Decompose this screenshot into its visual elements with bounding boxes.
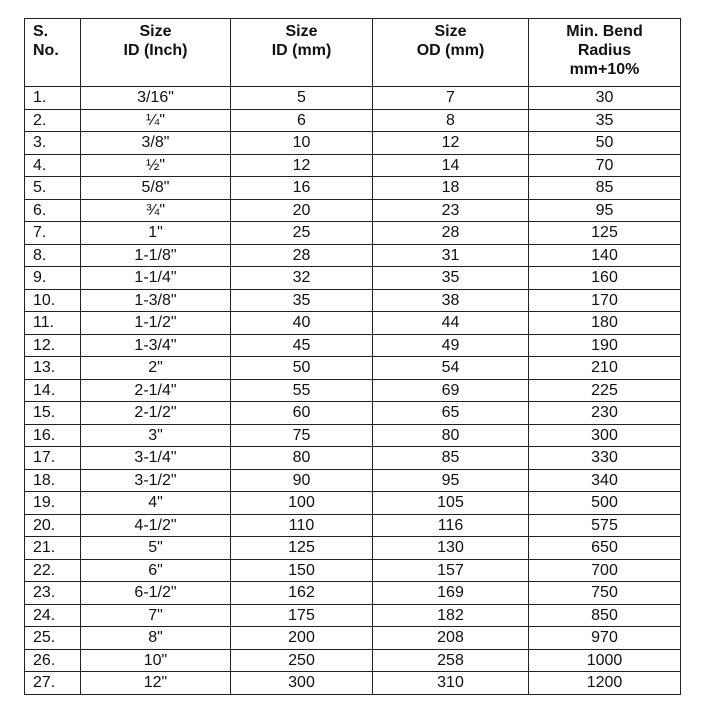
header-row: [25, 19, 681, 87]
cell-serial-number: 21.: [25, 537, 81, 560]
cell-size-id-inch: 4": [81, 492, 231, 515]
table-body: [25, 87, 681, 695]
cell-size-od-mm: 35: [373, 267, 529, 290]
cell-min-bend-radius: 330: [529, 447, 681, 470]
cell-size-id-mm: 60: [231, 402, 373, 425]
cell-min-bend-radius: 850: [529, 604, 681, 627]
cell-size-od-mm: 31: [373, 244, 529, 267]
cell-size-id-inch: 6": [81, 559, 231, 582]
table-row: [25, 672, 681, 695]
cell-size-id-mm: 200: [231, 627, 373, 650]
cell-min-bend-radius: 35: [529, 109, 681, 132]
cell-size-id-inch: 1": [81, 222, 231, 245]
table-row: [25, 177, 681, 200]
cell-size-od-mm: 182: [373, 604, 529, 627]
table-row: [25, 289, 681, 312]
table-row: [25, 267, 681, 290]
header-serial-number: S. No.: [25, 19, 81, 87]
table-row: [25, 469, 681, 492]
cell-size-id-inch: 3/16": [81, 87, 231, 110]
cell-size-id-inch: 3": [81, 424, 231, 447]
cell-size-od-mm: 105: [373, 492, 529, 515]
cell-size-od-mm: 258: [373, 649, 529, 672]
cell-size-id-inch: 1-1/2": [81, 312, 231, 335]
header-size-id-mm: Size ID (mm): [231, 19, 373, 87]
table-row: [25, 222, 681, 245]
cell-size-od-mm: 8: [373, 109, 529, 132]
cell-size-id-inch: 8": [81, 627, 231, 650]
cell-size-od-mm: 95: [373, 469, 529, 492]
table-row: [25, 492, 681, 515]
cell-size-id-mm: 32: [231, 267, 373, 290]
cell-size-id-inch: 1-1/4": [81, 267, 231, 290]
cell-size-od-mm: 116: [373, 514, 529, 537]
cell-size-od-mm: 23: [373, 199, 529, 222]
cell-min-bend-radius: 300: [529, 424, 681, 447]
cell-size-od-mm: 44: [373, 312, 529, 335]
cell-size-od-mm: 169: [373, 582, 529, 605]
table-row: [25, 559, 681, 582]
cell-serial-number: 13.: [25, 357, 81, 380]
cell-size-id-inch: 10": [81, 649, 231, 672]
table-row: [25, 627, 681, 650]
cell-size-id-mm: 150: [231, 559, 373, 582]
cell-serial-number: 9.: [25, 267, 81, 290]
cell-serial-number: 12.: [25, 334, 81, 357]
cell-min-bend-radius: 970: [529, 627, 681, 650]
cell-min-bend-radius: 340: [529, 469, 681, 492]
header-min-bend-radius: Min. Bend Radius mm+10%: [529, 19, 681, 87]
cell-size-id-mm: 16: [231, 177, 373, 200]
table-row: [25, 109, 681, 132]
cell-size-od-mm: 65: [373, 402, 529, 425]
cell-min-bend-radius: 210: [529, 357, 681, 380]
cell-serial-number: 23.: [25, 582, 81, 605]
cell-min-bend-radius: 140: [529, 244, 681, 267]
cell-min-bend-radius: 50: [529, 132, 681, 155]
cell-size-id-inch: 3-1/2": [81, 469, 231, 492]
cell-size-id-mm: 90: [231, 469, 373, 492]
cell-serial-number: 2.: [25, 109, 81, 132]
cell-size-od-mm: 28: [373, 222, 529, 245]
cell-min-bend-radius: 650: [529, 537, 681, 560]
cell-size-id-inch: 3-1/4": [81, 447, 231, 470]
table-header: [25, 19, 681, 87]
table-row: [25, 87, 681, 110]
cell-size-id-mm: 6: [231, 109, 373, 132]
cell-min-bend-radius: 1000: [529, 649, 681, 672]
cell-size-od-mm: 130: [373, 537, 529, 560]
cell-serial-number: 8.: [25, 244, 81, 267]
cell-size-id-inch: 12": [81, 672, 231, 695]
cell-min-bend-radius: 500: [529, 492, 681, 515]
cell-min-bend-radius: 1200: [529, 672, 681, 695]
cell-size-id-inch: 1-3/4": [81, 334, 231, 357]
cell-size-id-mm: 40: [231, 312, 373, 335]
header-size-od-mm: Size OD (mm): [373, 19, 529, 87]
cell-min-bend-radius: 225: [529, 379, 681, 402]
cell-size-id-mm: 75: [231, 424, 373, 447]
cell-size-od-mm: 208: [373, 627, 529, 650]
table-row: [25, 312, 681, 335]
cell-min-bend-radius: 85: [529, 177, 681, 200]
cell-min-bend-radius: 170: [529, 289, 681, 312]
cell-size-id-inch: ¼": [81, 109, 231, 132]
cell-serial-number: 5.: [25, 177, 81, 200]
cell-serial-number: 19.: [25, 492, 81, 515]
cell-size-id-mm: 12: [231, 154, 373, 177]
hose-size-table: [24, 18, 681, 695]
cell-serial-number: 4.: [25, 154, 81, 177]
cell-size-id-inch: 5": [81, 537, 231, 560]
cell-size-id-mm: 5: [231, 87, 373, 110]
cell-serial-number: 27.: [25, 672, 81, 695]
cell-serial-number: 25.: [25, 627, 81, 650]
cell-size-od-mm: 85: [373, 447, 529, 470]
cell-size-id-inch: 7": [81, 604, 231, 627]
cell-size-id-mm: 45: [231, 334, 373, 357]
cell-size-id-inch: 6-1/2": [81, 582, 231, 605]
table-row: [25, 402, 681, 425]
table-row: [25, 357, 681, 380]
cell-size-id-mm: 300: [231, 672, 373, 695]
cell-size-od-mm: 7: [373, 87, 529, 110]
cell-serial-number: 20.: [25, 514, 81, 537]
cell-serial-number: 16.: [25, 424, 81, 447]
cell-min-bend-radius: 750: [529, 582, 681, 605]
cell-size-id-inch: 4-1/2": [81, 514, 231, 537]
table-row: [25, 424, 681, 447]
cell-size-id-inch: 1-3/8": [81, 289, 231, 312]
cell-size-id-mm: 250: [231, 649, 373, 672]
cell-min-bend-radius: 30: [529, 87, 681, 110]
cell-size-id-mm: 162: [231, 582, 373, 605]
table-row: [25, 132, 681, 155]
cell-serial-number: 15.: [25, 402, 81, 425]
header-size-id-inch: Size ID (Inch): [81, 19, 231, 87]
table-row: [25, 649, 681, 672]
cell-min-bend-radius: 700: [529, 559, 681, 582]
cell-serial-number: 17.: [25, 447, 81, 470]
cell-size-od-mm: 14: [373, 154, 529, 177]
cell-serial-number: 1.: [25, 87, 81, 110]
cell-size-id-mm: 55: [231, 379, 373, 402]
cell-size-id-mm: 175: [231, 604, 373, 627]
cell-size-id-mm: 80: [231, 447, 373, 470]
cell-size-id-mm: 28: [231, 244, 373, 267]
cell-size-od-mm: 69: [373, 379, 529, 402]
cell-serial-number: 14.: [25, 379, 81, 402]
cell-min-bend-radius: 575: [529, 514, 681, 537]
cell-serial-number: 18.: [25, 469, 81, 492]
table-row: [25, 447, 681, 470]
table-row: [25, 154, 681, 177]
cell-size-id-inch: 3/8": [81, 132, 231, 155]
cell-size-id-mm: 125: [231, 537, 373, 560]
cell-min-bend-radius: 180: [529, 312, 681, 335]
cell-size-id-inch: 1-1/8": [81, 244, 231, 267]
cell-size-id-inch: 2": [81, 357, 231, 380]
cell-size-od-mm: 12: [373, 132, 529, 155]
cell-size-id-mm: 100: [231, 492, 373, 515]
table-row: [25, 537, 681, 560]
cell-serial-number: 10.: [25, 289, 81, 312]
cell-serial-number: 3.: [25, 132, 81, 155]
cell-size-od-mm: 157: [373, 559, 529, 582]
cell-size-id-inch: 2-1/2": [81, 402, 231, 425]
cell-size-od-mm: 80: [373, 424, 529, 447]
cell-size-id-mm: 110: [231, 514, 373, 537]
cell-size-id-mm: 35: [231, 289, 373, 312]
cell-size-id-inch: ½": [81, 154, 231, 177]
cell-size-id-mm: 20: [231, 199, 373, 222]
cell-min-bend-radius: 230: [529, 402, 681, 425]
cell-size-id-mm: 10: [231, 132, 373, 155]
cell-min-bend-radius: 190: [529, 334, 681, 357]
cell-size-id-mm: 50: [231, 357, 373, 380]
cell-min-bend-radius: 70: [529, 154, 681, 177]
cell-min-bend-radius: 160: [529, 267, 681, 290]
cell-size-od-mm: 38: [373, 289, 529, 312]
cell-serial-number: 24.: [25, 604, 81, 627]
table-row: [25, 604, 681, 627]
cell-size-id-mm: 25: [231, 222, 373, 245]
table-row: [25, 199, 681, 222]
cell-size-od-mm: 49: [373, 334, 529, 357]
cell-size-id-inch: 2-1/4": [81, 379, 231, 402]
table-row: [25, 379, 681, 402]
cell-serial-number: 6.: [25, 199, 81, 222]
cell-min-bend-radius: 125: [529, 222, 681, 245]
cell-serial-number: 26.: [25, 649, 81, 672]
cell-size-id-inch: 5/8": [81, 177, 231, 200]
cell-min-bend-radius: 95: [529, 199, 681, 222]
cell-size-od-mm: 54: [373, 357, 529, 380]
cell-size-od-mm: 310: [373, 672, 529, 695]
cell-serial-number: 22.: [25, 559, 81, 582]
table-row: [25, 334, 681, 357]
table-row: [25, 514, 681, 537]
table-row: [25, 582, 681, 605]
table-row: [25, 244, 681, 267]
cell-serial-number: 11.: [25, 312, 81, 335]
cell-size-od-mm: 18: [373, 177, 529, 200]
cell-serial-number: 7.: [25, 222, 81, 245]
cell-size-id-inch: ¾": [81, 199, 231, 222]
